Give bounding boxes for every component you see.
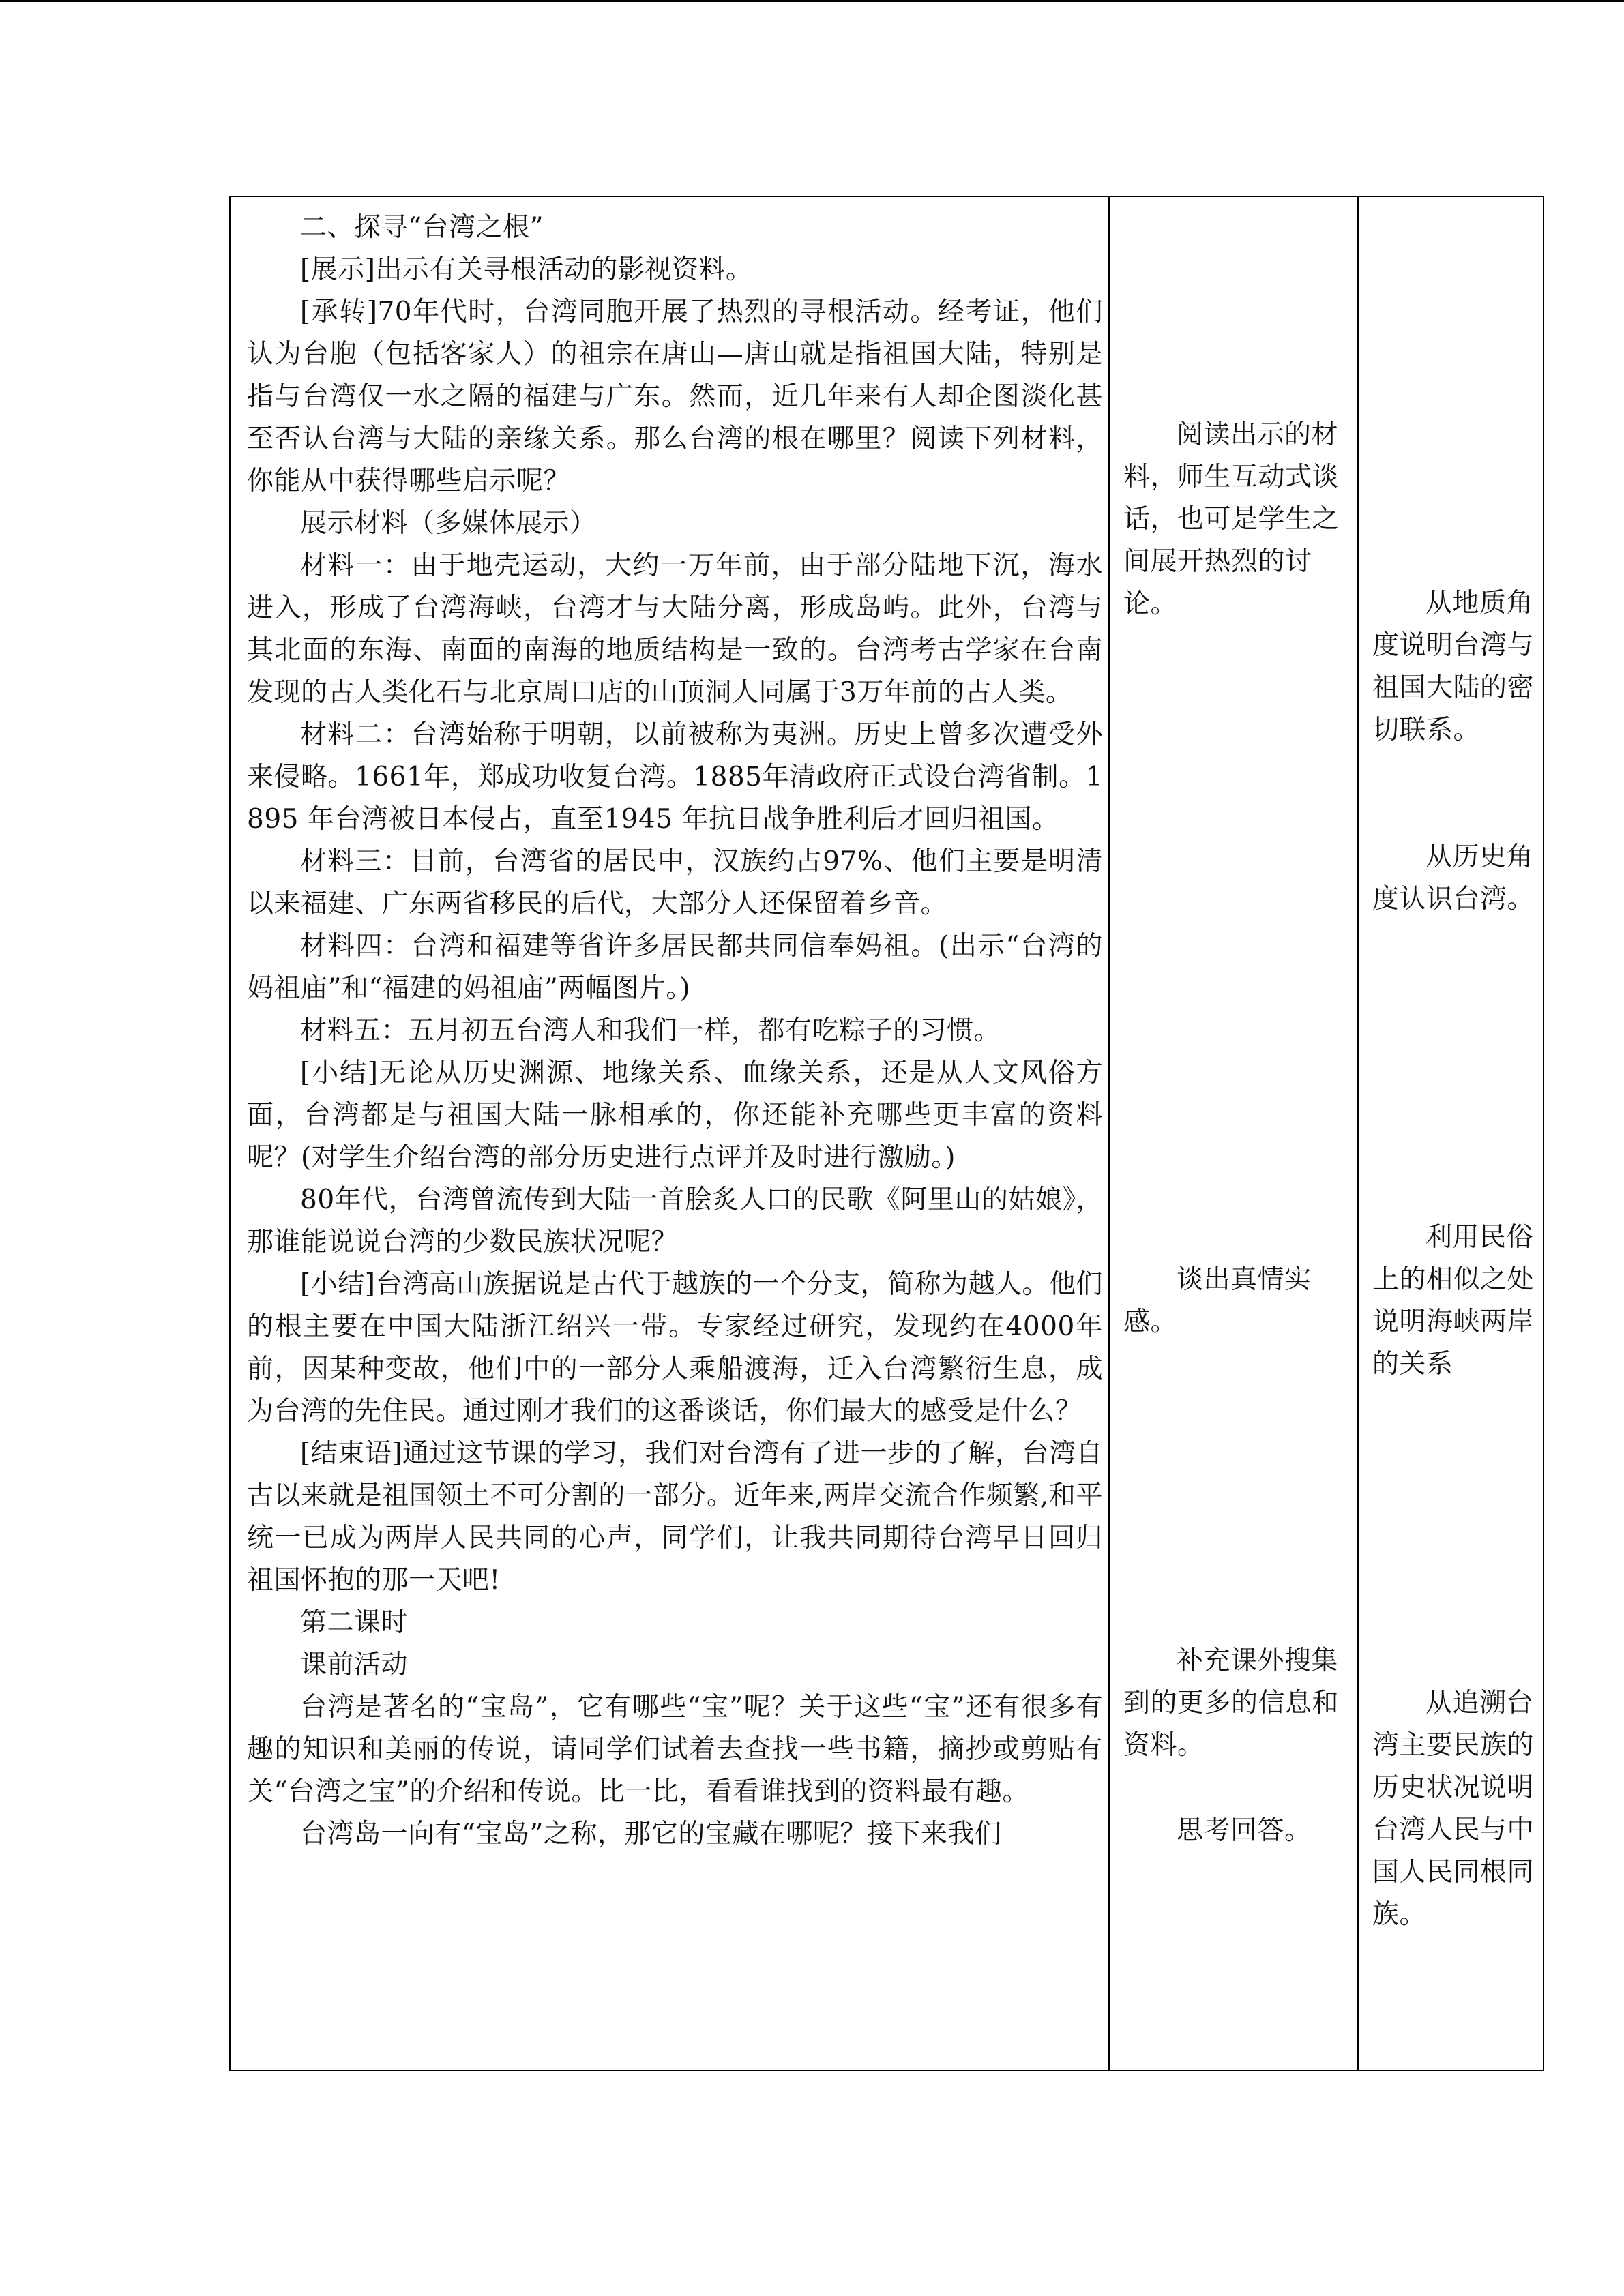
section-heading: 二、探寻“台湾之根”	[300, 212, 544, 243]
paragraph-summary-2: [小结]台湾高山族据说是古代于越族的一个分支，简称为越人。他们的根主要在中国大陆浙江绍兴一带。专家经过研究，发现约在4000年前，因某种变故，他们中的一部分人乘船渡海，迁入台湾繁衍生息，成为台湾的先住民。通过刚才我们的这番谈话，你们最大的感受是什么？	[247, 1269, 1103, 1427]
paragraph-pre-class: 课前活动	[300, 1650, 409, 1680]
paragraph-treasure-island: 台湾是著名的“宝岛”，它有哪些“宝”呢？关于这些“宝”还有很多有趣的知识和美丽的传说，请同学们试着去查找一些书籍，摘抄或剪贴有关“台湾之宝”的介绍和传说。比一比，看看谁找到的资料最有趣。	[247, 1692, 1103, 1807]
paragraph-continuation: 台湾岛一向有“宝岛”之称，那它的宝藏在哪呢？接下来我们	[300, 1819, 1002, 1849]
intent-note-ethnic: 从追溯台湾主要民族的历史状况说明台湾人民与中国人民同根同族。	[1372, 1688, 1535, 1930]
intent-note-history: 从历史角度认识台湾。	[1372, 841, 1535, 914]
lesson-plan-table	[229, 196, 1544, 2071]
page-top-rule	[0, 0, 1624, 2]
teaching-process-column	[231, 197, 1108, 2070]
paragraph-material-5: 材料五：五月初五台湾人和我们一样，都有吃粽子的习惯。	[300, 1015, 1001, 1046]
student-note-supplement: 补充课外搜集到的更多的信息和资料。	[1123, 1645, 1340, 1761]
intent-note-customs: 利用民俗上的相似之处说明海峡两岸的关系	[1372, 1222, 1535, 1380]
paragraph-material-4: 材料四：台湾和福建等省许多居民都共同信奉妈祖。(出示“台湾的妈祖庙”和“福建的妈祖庙”两幅图片。)	[247, 931, 1103, 1004]
paragraph-display: [展示]出示有关寻根活动的影视资料。	[300, 254, 753, 285]
student-note-reading: 阅读出示的材料，师生互动式谈话，也可是学生之间展开热烈的讨论。	[1123, 419, 1340, 619]
paragraph-materials-heading: 展示材料（多媒体展示）	[300, 508, 597, 539]
paragraph-material-2: 材料二：台湾始称于明朝，以前被称为夷洲。历史上曾多次遭受外来侵略。1661年，郑成功收复台湾。1885年清政府正式设台湾省制。1895 年台湾被日本侵占，直至1945 年抗日战争胜利后才回归祖国。	[247, 719, 1103, 835]
student-activity-column	[1110, 197, 1357, 2070]
paragraph-transition: [承转]70年代时，台湾同胞开展了热烈的寻根活动。经考证，他们认为台胞（包括客家人）的祖宗在唐山—唐山就是指祖国大陆，特别是指与台湾仅一水之隔的福建与广东。然而，近几年来有人却企图淡化甚至否认台湾与大陆的亲缘关系。那么台湾的根在哪里？阅读下列材料，你能从中获得哪些启示呢？	[247, 297, 1103, 496]
paragraph-material-3: 材料三：目前，台湾省的居民中，汉族约占97%、他们主要是明清以来福建、广东两省移民的后代，大部分人还保留着乡音。	[247, 846, 1103, 919]
paragraph-song: 80年代，台湾曾流传到大陆一首脍炙人口的民歌《阿里山的姑娘》，那谁能说说台湾的少数民族状况呢？	[247, 1184, 1103, 1257]
student-note-feelings: 谈出真情实感。	[1123, 1264, 1312, 1337]
paragraph-lesson-two: 第二课时	[300, 1607, 409, 1638]
design-intent-column	[1359, 197, 1543, 2070]
intent-note-geology: 从地质角度说明台湾与祖国大陆的密切联系。	[1372, 588, 1535, 745]
student-note-answer: 思考回答。	[1177, 1815, 1312, 1846]
paragraph-closing: [结束语]通过这节课的学习，我们对台湾有了进一步的了解，台湾自古以来就是祖国领土不可分割的一部分。近年来,两岸交流合作频繁,和平统一已成为两岸人民共同的心声，同学们，让我共同期待台湾早日回归祖国怀抱的那一天吧!	[247, 1438, 1103, 1596]
paragraph-summary-1: [小结]无论从历史渊源、地缘关系、血缘关系，还是从人文风俗方面，台湾都是与祖国大陆一脉相承的，你还能补充哪些更丰富的资料呢？(对学生介绍台湾的部分历史进行点评并及时进行激励。)	[247, 1058, 1103, 1173]
paragraph-material-1: 材料一：由于地壳运动，大约一万年前，由于部分陆地下沉，海水进入，形成了台湾海峡，台湾才与大陆分离，形成岛屿。此外，台湾与其北面的东海、南面的南海的地质结构是一致的。台湾考古学家在台南发现的古人类化石与北京周口店的山顶洞人同属于3万年前的古人类。	[247, 550, 1103, 708]
